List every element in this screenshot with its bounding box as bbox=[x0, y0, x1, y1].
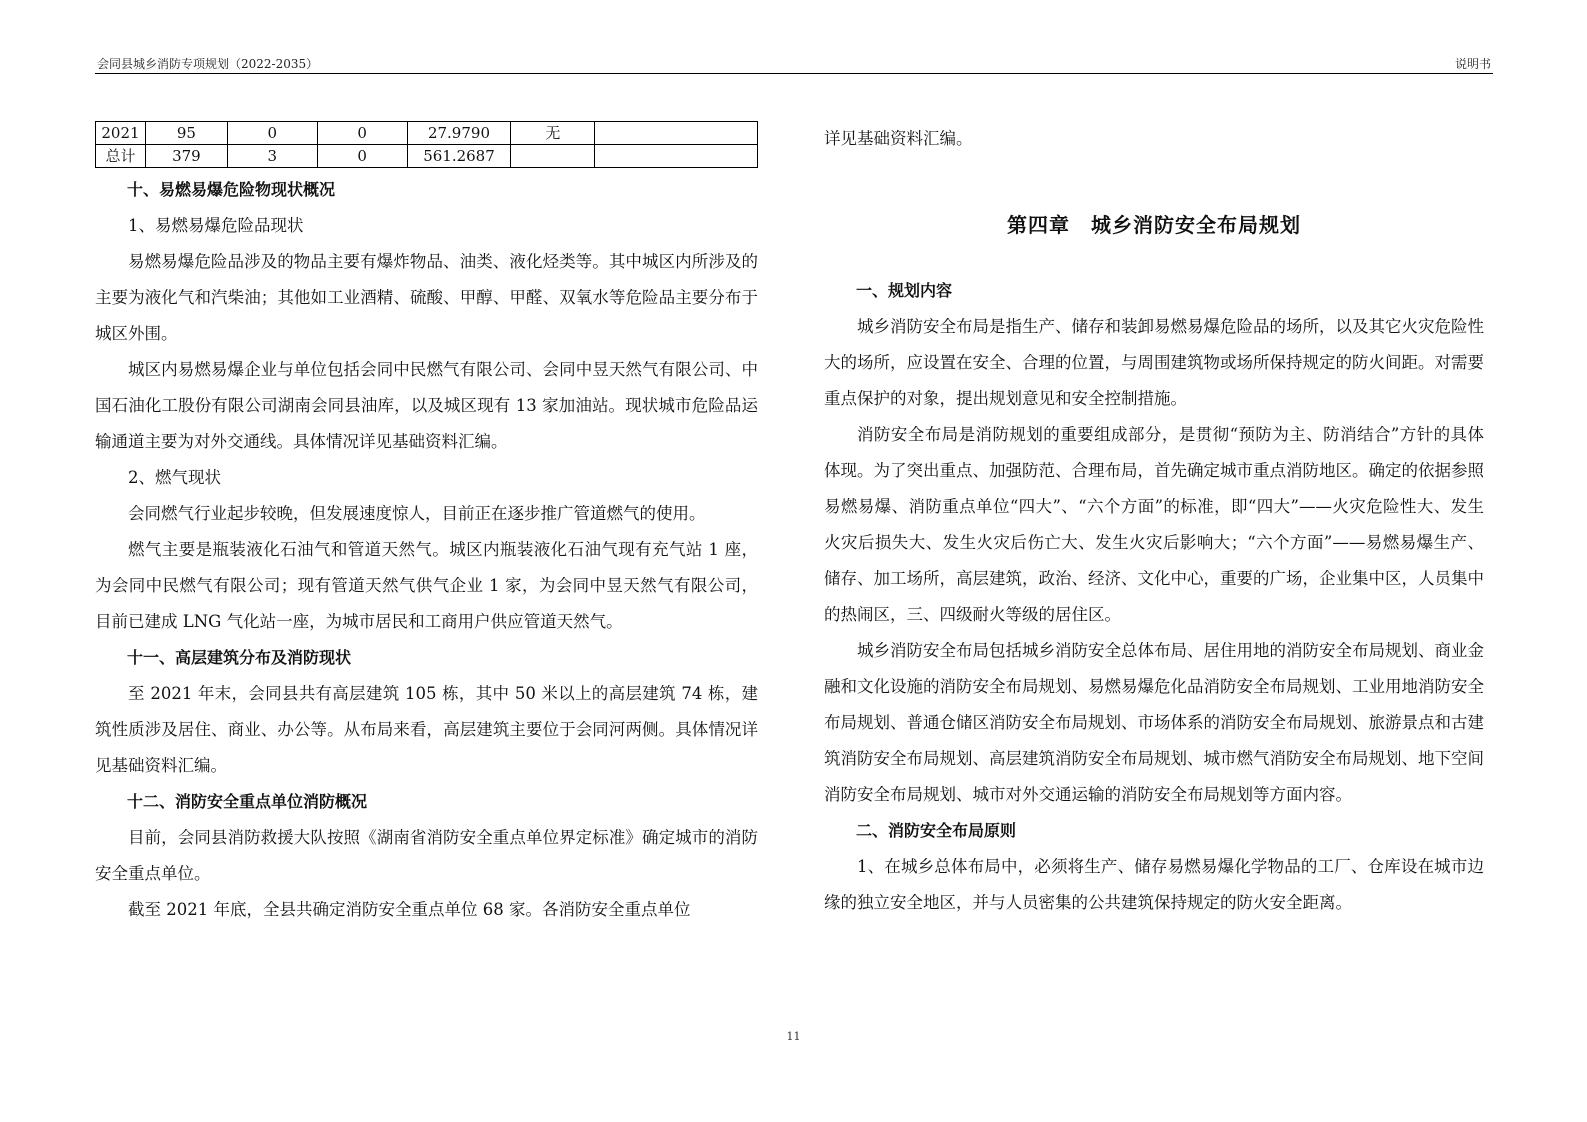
page-number: 11 bbox=[786, 1030, 801, 1043]
right-column bbox=[824, 121, 1484, 921]
section-heading: 一、规划内容 bbox=[856, 281, 953, 300]
table-cell: 561.2687 bbox=[407, 145, 511, 168]
paragraph: 详见基础资料汇编。 bbox=[824, 129, 973, 148]
header-doc-type: 说明书 bbox=[1454, 57, 1491, 71]
section-heading: 十二、消防安全重点单位消防概况 bbox=[127, 792, 368, 811]
stats-table bbox=[95, 121, 758, 168]
paragraph: 会同燃气行业起步较晚，但发展速度惊人，目前正在逐步推广管道燃气的使用。 bbox=[128, 504, 706, 523]
table-cell: 无 bbox=[511, 122, 595, 145]
table-cell: 95 bbox=[145, 122, 227, 145]
paragraph: 城乡消防安全布局是指生产、储存和装卸易燃易爆危险品的场所，以及其它火灾危险性大的场所，应设置在安全、合理的位置，与周围建筑物或场所保持规定的防火间距。对需要重点保护的对象，提出规划意见和安全控制措施。 bbox=[824, 317, 1484, 408]
paragraph: 城乡消防安全布局包括城乡消防安全总体布局、居住用地的消防安全布局规划、商业金融和文化设施的消防安全布局规划、易燃易爆危化品消防安全布局规划、工业用地消防安全布局规划、普通仓储区消防安全布局规划、市场体系的消防安全布局规划、旅游景点和古建筑消防安全布局规划、高层建筑消防安全布局规划、城市燃气消防安全布局规划、地下空间消防安全布局规划、城市对外交通运输的消防安全布局规划等方面内容。 bbox=[824, 641, 1484, 804]
table-cell bbox=[595, 122, 758, 145]
paragraph: 消防安全布局是消防规划的重要组成部分，是贯彻“预防为主、防消结合”方针的具体体现。为了突出重点、加强防范、合理布局，首先确定城市重点消防地区。确定的依据参照易燃易爆、消防重点单位“四大”、“六个方面”的标准，即“四大”——火灾危险性大、发生火灾后损失大、发生火灾后伤亡大、发生火灾后影响大；“六个方面”——易燃易爆生产、储存、加工场所，高层建筑，政治、经济、文化中心，重要的广场，企业集中区，人员集中的热闹区，三、四级耐火等级的居住区。 bbox=[824, 425, 1484, 624]
paragraph: 易燃易爆危险品涉及的物品主要有爆炸物品、油类、液化烃类等。其中城区内所涉及的主要为液化气和汽柴油；其他如工业酒精、硫酸、甲醇、甲醛、双氧水等危险品主要分布于城区外围。 bbox=[95, 252, 758, 343]
header-title: 会同县城乡消防专项规划（2022-2035） bbox=[97, 57, 319, 71]
subsection-heading: 1、易燃易爆危险品现状 bbox=[128, 216, 304, 235]
subsection-heading: 2、燃气现状 bbox=[128, 468, 221, 487]
table-cell: 总计 bbox=[96, 145, 146, 168]
section-heading: 十、易燃易爆危险物现状概况 bbox=[127, 180, 336, 199]
section-heading: 十一、高层建筑分布及消防现状 bbox=[127, 648, 352, 667]
table-cell: 0 bbox=[317, 145, 407, 168]
chapter-title: 第四章 城乡消防安全布局规划 bbox=[1007, 213, 1301, 237]
left-column bbox=[95, 121, 758, 928]
table-cell bbox=[595, 145, 758, 168]
paragraph: 燃气主要是瓶装液化石油气和管道天然气。城区内瓶装液化石油气现有充气站 1 座，为会同中民燃气有限公司；现有管道天然气供气企业 1 家，为会同中昱天然气有限公司，目前已建成 LNG 气化站一座，为城市居民和工商用户供应管道天然气。 bbox=[95, 540, 758, 631]
table-row bbox=[96, 145, 758, 168]
table-cell: 379 bbox=[145, 145, 227, 168]
paragraph: 至 2021 年末，会同县共有高层建筑 105 栋，其中 50 米以上的高层建筑 74 栋，建筑性质涉及居住、商业、办公等。从布局来看，高层建筑主要位于会同河两侧。具体情况详见基础资料汇编。 bbox=[95, 684, 758, 775]
paragraph: 截至 2021 年底，全县共确定消防安全重点单位 68 家。各消防安全重点单位 bbox=[128, 900, 691, 919]
paragraph: 1、在城乡总体布局中，必须将生产、储存易燃易爆化学物品的工厂、仓库设在城市边缘的独立安全地区，并与人员密集的公共建筑保持规定的防火安全距离。 bbox=[824, 857, 1484, 912]
table-cell: 0 bbox=[317, 122, 407, 145]
paragraph: 目前，会同县消防救援大队按照《湖南省消防安全重点单位界定标准》确定城市的消防安全重点单位。 bbox=[95, 828, 758, 883]
table-row bbox=[96, 122, 758, 145]
table-cell: 27.9790 bbox=[407, 122, 511, 145]
table-cell: 2021 bbox=[96, 122, 146, 145]
header-rule bbox=[95, 73, 1493, 74]
paragraph: 城区内易燃易爆企业与单位包括会同中民燃气有限公司、会同中昱天然气有限公司、中国石油化工股份有限公司湖南会同县油库，以及城区现有 13 家加油站。现状城市危险品运输通道主要为对外交通线。具体情况详见基础资料汇编。 bbox=[95, 360, 758, 451]
section-heading: 二、消防安全布局原则 bbox=[856, 821, 1017, 840]
table-cell: 3 bbox=[227, 145, 317, 168]
table-cell bbox=[511, 145, 595, 168]
table-cell: 0 bbox=[227, 122, 317, 145]
